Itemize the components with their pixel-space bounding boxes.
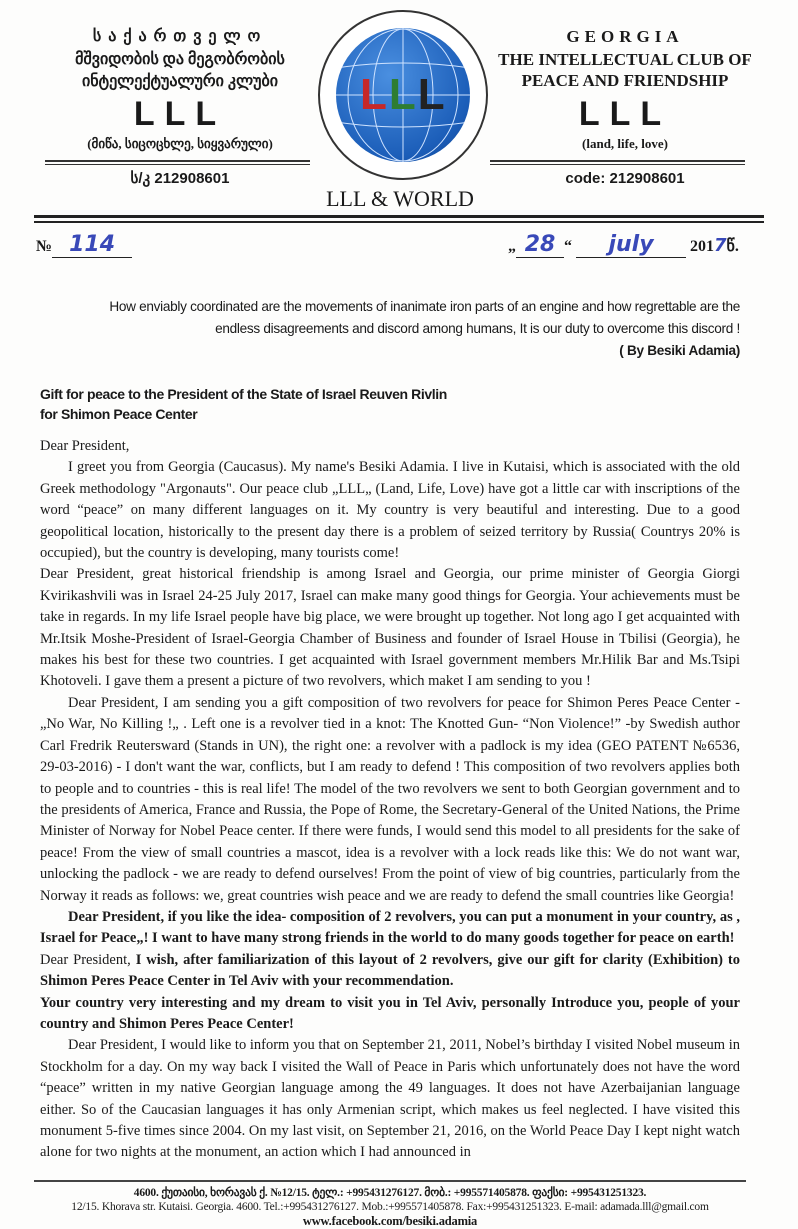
footer-georgian-address: 4600. ქუთაისი, ხორავას ქ. №12/15. ტელ.: +995431276127. მობ.: +995571405878. ფაქსი: +995431251323.	[133, 1186, 647, 1199]
letterhead-georgian-line1: მშვიდობის და მეგობრობის	[75, 51, 285, 68]
letterhead-divider	[34, 215, 764, 223]
letter-title	[40, 384, 740, 424]
letterhead-acronym-left: LLL	[133, 95, 227, 133]
letterhead-code-english: code: 212908601	[565, 170, 685, 187]
letterhead-english-motto: (land, life, love)	[582, 136, 668, 151]
letterhead-georgian-country: საქართველო	[92, 28, 268, 45]
paragraph: Dear President, great historical friendship is among Israel and Georgia, our prime minister of Georgia Giorgi Kvirikashvili was in Israel 24-25 July 2017, Israel can make many good things for Georgia. Your achievements must be take in regards. In my life Israel people have big place, we were brought up together. Not long ago I get acquainted with Mr.Itsik Moshe-President of Israel-Georgia Chamber of Business and founder of Israel House in Tbilisi (Georgia), he makes his best for these two countries. I get acquainted with Israel government members Mr.Hilik Bar and Ms.Tsipi Khotoveli. I gave them a present a picture of two revolvers, which maket I am sending to you !	[40, 566, 740, 690]
paragraph-text: I wish, after familiarization of this layout of 2 revolvers, give our gift for clarity (Exhibition) to Shimon Peres Peace Center in Tel Aviv with your recommendation.	[40, 951, 741, 990]
epigraph-line2: endless disagreements and discord among humans, It is our duty to overcome this discord !	[215, 321, 740, 336]
date-month: july	[576, 232, 686, 258]
footer-website-link[interactable]: www.facebook.com/besiki.adamia	[302, 1213, 478, 1228]
date-year: 201	[690, 238, 714, 255]
document-date: „ 28 “ july 2017წ.	[508, 232, 739, 257]
letterhead-georgian-line2: ინტელექტუალური კლუბი	[81, 73, 279, 90]
logo-letters: LLL	[360, 70, 447, 119]
epigraph-line1: How enviably coordinated are the movements of inanimate iron parts of an engine and how regrettable are the	[109, 299, 740, 314]
date-year-digit: 7	[714, 235, 727, 256]
letterhead-code-georgian: ს/კ 212908601	[130, 170, 230, 187]
paragraph: Dear President, I am sending you a gift composition of two revolvers for peace for Shimon Peres Peace Center - „No War, No Killing !„ . Left one is a revolver tied in a knot: The Knotted Gun- “Non Violence!” -by Swedish author Carl Fredrik Reutersward (Stands in UN), the right one: a revolver with a padlock is my idea (GEO PATENT №6536, 29-03-2016) - I don't want the war, conflicts, but I am ready to defend ! This composition of two revolvers applies both to people and to countries - this is real life! The model of the two revolvers we sent to both Georgian government and to the presidents of America, France and Russia, the Pope of Rome, the Secretary-General of the United Nations, the Prime Minister of Norway for Nobel Peace center. If there were funds, I would send this model to all presidents for the sake of peace! From the view of small countries a mascot, idea is a revolver with a lock reads like this: We do not want war, unlocking the padlock - we are ready to defend ourselves! From the point of view of big countries, particularly from the Norway it reads as follows: we, great countries wish peace and we are ready to defend the small countries like Georgia!	[40, 694, 740, 904]
number-label: №	[36, 238, 53, 255]
letter-body	[40, 436, 740, 1164]
letterhead-english-line1: THE INTELLECTUAL CLUB OF	[498, 50, 752, 69]
letter-content	[40, 296, 740, 1229]
divider	[490, 160, 745, 165]
title-line1: Gift for peace to the President of the State of Israel Reuven Rivlin	[40, 386, 447, 402]
epigraph	[40, 296, 740, 362]
logo-caption: LLL & WORLD	[326, 186, 474, 211]
letterhead-english-name	[475, 49, 775, 91]
number-value: 114	[52, 232, 132, 258]
paragraph	[40, 950, 740, 993]
paragraph: Dear President, I would like to inform you that on September 21, 2011, Nobel’s birthday I visited Nobel museum in Stockholm for a day. On my way back I visited the Wall of Peace in Paris which unfortunately does not have the word “peace” written in my native Georgian language among the 49 languages. It does not have Azerbaijanian language either. So of the Caucasian languages it has only Armenian script, which makes us feel neglected. I have visited this monument 5-five times since 2004. On my last visit, on September 21, 2016, on the World Peace Day I kept night watch alone for two nights at the monument, an action which I had announced in	[40, 1037, 740, 1161]
letterhead-georgian-motto: (მიწა, სიცოცხლე, სიყვარული)	[87, 136, 273, 151]
salutation: Dear President,	[40, 438, 130, 454]
club-logo	[318, 10, 488, 180]
paragraph: Your country very interesting and my dream to visit you in Tel Aviv, personally Introduce you, people of your country and Shimon Peres Peace Center!	[40, 994, 740, 1032]
letterhead-english-line2: PEACE AND FRIENDSHIP	[521, 71, 729, 90]
epigraph-author: ( By Besiki Adamia)	[619, 343, 740, 358]
paragraph-lead: Dear President,	[40, 951, 136, 968]
date-suffix: წ.	[726, 238, 739, 255]
paragraph: I greet you from Georgia (Caucasus). My name's Besiki Adamia. I live in Kutaisi, which is associated with the old Greek methodology "Argonauts". Our peace club „LLL„ (Land, Life, Love) have got a little car with inscriptions of the word “peace” on many different languages on it. My country is very beautiful and interesting. Due to a good geopolitical location, historically to the present day there is a problem of seized territory by Russia( Countrys 20% is occupied), but the country is developing, many tourists come!	[40, 459, 740, 562]
footer-english-address: 12/15. Khorava str. Kutaisi. Georgia. 4600. Tel.:+995431276127. Mob.:+995571405878. Fax:+995431251323. E-mail: adamada.lll@gmail.com	[71, 1200, 709, 1213]
footer	[34, 1180, 746, 1229]
document-number	[36, 232, 132, 258]
date-day: 28	[516, 232, 564, 258]
divider	[45, 160, 310, 165]
letterhead-english-country: GEORGIA	[566, 27, 684, 46]
globe-icon	[336, 28, 470, 162]
title-line2: for Shimon Peace Center	[40, 406, 198, 422]
letterhead-acronym-right: LLL	[578, 95, 672, 133]
paragraph: Dear President, if you like the idea- composition of 2 revolvers, you can put a monument in your country, as , Israel for Peace„! I want to have many strong friends in the world to do many goods together for peace on earth!	[40, 908, 740, 947]
